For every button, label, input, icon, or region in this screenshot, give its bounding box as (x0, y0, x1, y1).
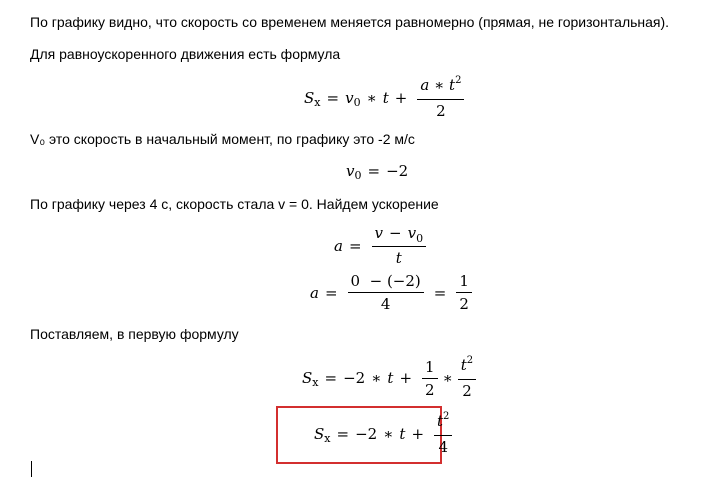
eq1-t: t (382, 89, 389, 107)
eq2-v-sub: 0 (354, 168, 362, 182)
eq1-fraction (417, 76, 464, 120)
eq1-s-sub: x (314, 95, 321, 109)
eq4-fraction (348, 272, 424, 313)
eq5-s-sub: x (312, 375, 319, 389)
eq5-equals: = (324, 369, 338, 387)
eq6-denominator: 4 (438, 438, 448, 456)
eq5-const: −2 (343, 369, 366, 387)
eq3-a: a (334, 236, 343, 255)
paragraph-acceleration-intro: По графику через 4 с, скорость стала v = 0. Найдем ускорение (30, 196, 439, 212)
eq1-mul: ∗ (366, 89, 377, 107)
equation-acceleration-value (310, 272, 476, 313)
text-cursor[interactable] (31, 461, 32, 477)
eq1-s: S (304, 89, 315, 107)
paragraph-substitute: Поставляем, в первую формулу (30, 326, 239, 342)
eq2-value: −2 (386, 162, 409, 180)
eq4-equals2: = (433, 283, 447, 302)
eq1-denominator: 2 (436, 102, 446, 120)
paragraph-graph-observation: По графику видно, что скорость со временем меняется равномерно (прямая, не горизонтальная). (30, 14, 670, 30)
eq5-fraction-half (422, 358, 438, 399)
paragraph-initial-velocity: V₀ это скорость в начальный момент, по графику это -2 м/с (30, 131, 415, 147)
equation-initial-velocity (346, 162, 408, 180)
eq1-v-sub: 0 (353, 95, 361, 109)
eq6-const: −2 (355, 425, 378, 443)
eq2-v: v (346, 162, 355, 180)
eq1-numerator (417, 76, 464, 100)
eq5-mul2: ∗ (442, 369, 453, 387)
equation-final-answer (314, 412, 456, 456)
eq6-s: S (314, 425, 325, 443)
equation-displacement-substituted (302, 356, 480, 400)
eq2-equals: = (367, 162, 381, 180)
eq5-fraction-t2 (458, 356, 476, 400)
paragraph-formula-intro: Для равноускоренного движения есть формула (30, 46, 341, 62)
eq1-v: v (345, 89, 354, 107)
eq5-f2-den: 2 (462, 382, 472, 400)
eq5-f2-num-text: t (460, 356, 467, 374)
eq3-minus: − (389, 224, 402, 242)
eq6-mul: ∗ (383, 425, 394, 443)
eq3-numerator (372, 224, 427, 247)
eq4-result-fraction (456, 272, 472, 313)
eq6-plus: + (411, 425, 425, 443)
eq4-numerator: 0 − (−2) (348, 272, 424, 293)
eq5-mul: ∗ (371, 369, 382, 387)
eq3-denominator: t (395, 249, 402, 267)
eq5-f2-num-sup: 2 (466, 355, 474, 366)
eq3-num-v: v (374, 224, 384, 242)
eq1-num-text: a ∗ t (420, 76, 456, 94)
eq6-num-sup: 2 (443, 411, 450, 422)
eq6-fraction (434, 412, 452, 456)
eq6-t: t (399, 425, 406, 443)
eq4-equals: = (324, 283, 338, 302)
equation-acceleration-definition (334, 224, 430, 267)
eq5-f1-den: 2 (425, 380, 435, 399)
eq3-equals: = (348, 236, 362, 255)
eq5-t: t (387, 369, 394, 387)
eq5-s: S (302, 369, 313, 387)
eq4-a: a (310, 283, 319, 302)
eq4-denominator: 4 (380, 295, 391, 313)
eq6-equals: = (336, 425, 350, 443)
equation-displacement-general (304, 76, 468, 120)
eq1-plus: + (394, 89, 408, 107)
eq6-num-text: t (437, 412, 444, 430)
eq6-s-sub: x (324, 431, 331, 445)
eq5-f2-num (458, 356, 476, 380)
eq1-equals: = (326, 89, 340, 107)
eq3-fraction (372, 224, 427, 267)
eq5-plus: + (399, 369, 413, 387)
eq4-result-denominator: 2 (459, 295, 469, 313)
eq6-numerator (434, 412, 452, 436)
eq3-num-v0: v (407, 224, 417, 242)
eq4-result-numerator: 1 (456, 272, 472, 293)
eq3-num-v0-sub: 0 (416, 232, 424, 245)
eq5-f1-num: 1 (422, 358, 438, 379)
eq1-num-sup: 2 (455, 75, 462, 86)
